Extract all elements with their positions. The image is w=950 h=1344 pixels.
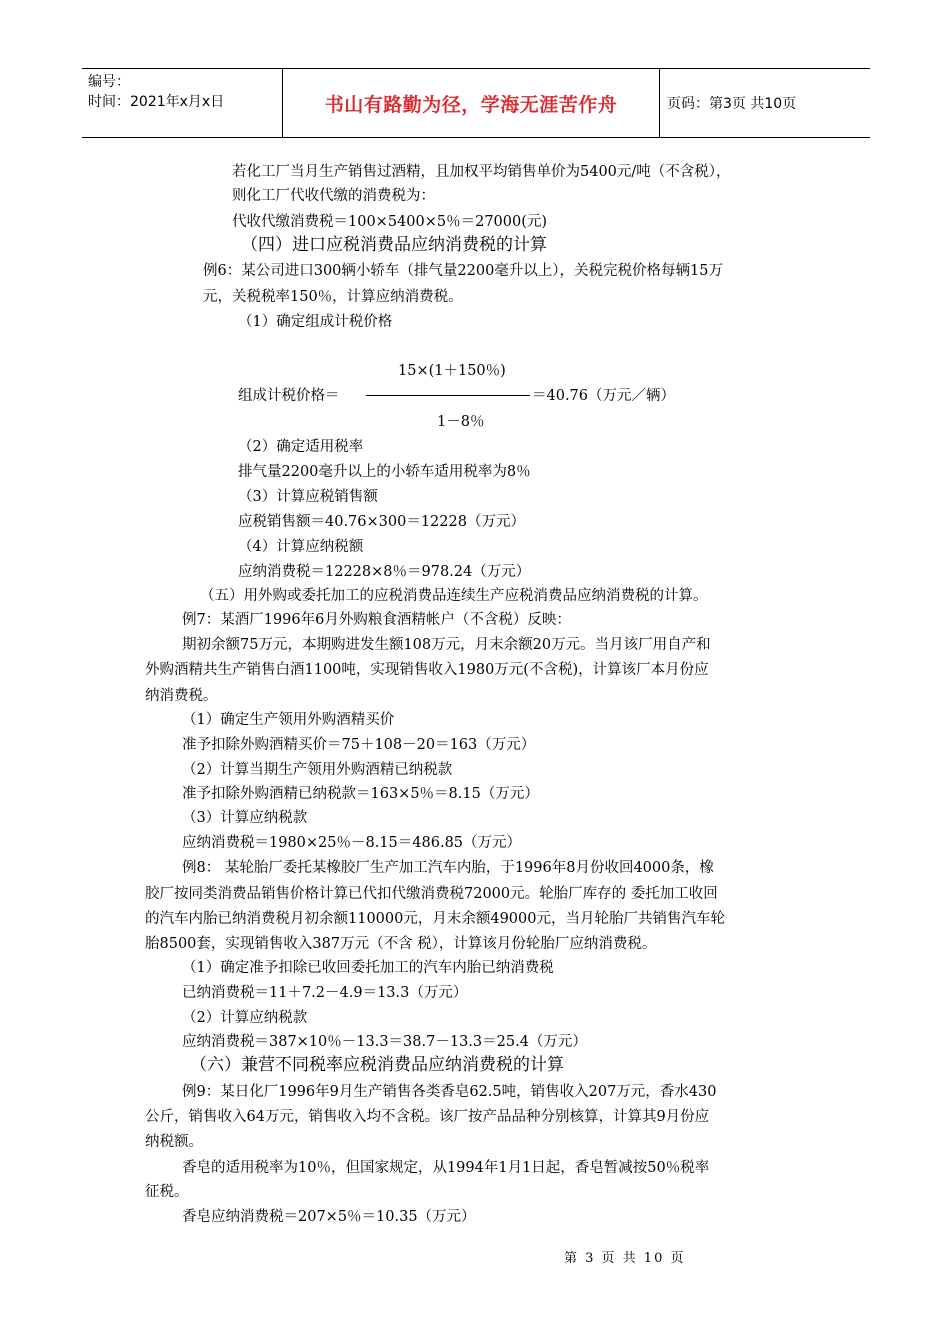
text-line: 香皂应纳消费税＝207×5％＝10.35（万元） — [182, 1209, 476, 1225]
text-line: 应纳消费税＝1980×25％－8.15＝486.85（万元） — [182, 835, 522, 851]
text-line: （2）计算应纳税款 — [182, 1010, 308, 1026]
text-line: 期初余额75万元，本期购进发生额108万元，月末余额20万元。当月该厂用自产和 — [182, 637, 711, 653]
header-motto-cell — [282, 69, 660, 137]
page-footer: 第 3 页 共 10 页 — [564, 1251, 686, 1266]
text-line: 纳消费税。 — [145, 688, 218, 704]
text-line: （五）用外购或委托加工的应税消费品连续生产应税消费品应纳消费税的计算。 — [200, 588, 708, 604]
text-line: 例6：某公司进口300辆小轿车（排气量2200毫升以上），关税完税价格每辆15万 — [203, 263, 724, 279]
text-line: 则化工厂代收代缴的消费税为： — [232, 188, 435, 204]
text-line: 代收代缴消费税＝100×5400×5％＝27000(元) — [232, 214, 548, 230]
page-indicator: 页码：第3页 共10页 — [667, 96, 797, 112]
page-header — [82, 68, 870, 138]
text-line: 香皂的适用税率为10％，但国家规定，从1994年1月1日起，香皂暂减按50％税率 — [182, 1160, 710, 1176]
text-line: （2）确定适用税率 — [238, 439, 364, 455]
text-line: （1）确定组成计税价格 — [238, 314, 393, 330]
fraction-bar — [366, 395, 530, 396]
text-line: 的汽车内胎已纳消费税月初余额110000元，月末余额49000元，当月轮胎厂共销售汽车轮 — [145, 911, 725, 927]
text-line: （1）确定生产领用外购酒精买价 — [182, 712, 395, 728]
formula-result: ＝40.76（万元／辆） — [532, 388, 676, 404]
formula-label: 组成计税价格＝ — [238, 388, 340, 404]
text-line: （2）计算当期生产领用外购酒精已纳税款 — [182, 762, 453, 778]
text-line: （3）计算应税销售额 — [238, 489, 378, 505]
text-line: （4）计算应纳税额 — [238, 539, 364, 555]
text-line: （1）确定准予扣除已收回委托加工的汽车内胎已纳消费税 — [182, 960, 554, 976]
section-heading: （四）进口应税消费品应纳消费税的计算 — [241, 235, 547, 255]
text-line: 若化工厂当月生产销售过酒精，且加权平均销售单价为5400元/吨（不含税）， — [232, 164, 731, 180]
text-line: 外购酒精共生产销售白酒1100吨，实现销售收入1980万元(不含税)，计算该厂本月份应 — [145, 662, 709, 678]
text-line: 胎8500套，实现销售收入387万元（不含 税），计算该月份轮胎厂应纳消费税。 — [145, 936, 657, 952]
text-line: （3）计算应纳税款 — [182, 810, 308, 826]
text-line: 纳税额。 — [145, 1134, 203, 1150]
text-line: 应纳消费税＝387×10％－13.3＝38.7－13.3＝25.4（万元） — [182, 1034, 587, 1050]
text-line: 征税。 — [145, 1184, 189, 1200]
text-line: 胶厂按同类消费品销售价格计算已代扣代缴消费税72000元。轮胎厂库存的 委托加工收回 — [145, 886, 718, 902]
text-line: 应税销售额＝40.76×300＝12228（万元） — [238, 514, 525, 530]
text-line: 排气量2200毫升以上的小轿车适用税率为8％ — [238, 464, 531, 480]
text-line: 准予扣除外购酒精买价＝75＋108－20＝163（万元） — [182, 737, 536, 753]
section-heading: （六）兼营不同税率应税消费品应纳消费税的计算 — [190, 1055, 564, 1075]
text-line: 例9：某日化厂1996年9月生产销售各类香皂62.5吨，销售收入207万元，香水430 — [182, 1084, 717, 1100]
fraction-numerator: 15×(1＋150％) — [398, 363, 506, 379]
motto: 书山有路勤为径，学海无涯苦作舟 — [324, 93, 618, 116]
text-line: 例7：某酒厂1996年6月外购粮食酒精帐户（不含税）反映： — [182, 612, 571, 628]
text-line: 准予扣除外购酒精已纳税款＝163×5％＝8.15（万元） — [182, 786, 539, 802]
fraction-denominator: 1－8％ — [437, 414, 485, 430]
text-line: 应纳消费税＝12228×8％＝978.24（万元） — [238, 564, 531, 580]
header-page-cell — [659, 69, 870, 137]
text-line: 例8： 某轮胎厂委托某橡胶厂生产加工汽车内胎，于1996年8月份收回4000条，橡 — [182, 860, 714, 876]
document-number: 编号： — [88, 74, 130, 90]
text-line: 元，关税税率150％，计算应纳消费税。 — [203, 289, 463, 305]
text-line: 公斤，销售收入64万元，销售收入均不含税。该厂按产品品种分别核算，计算其9月份应 — [145, 1109, 710, 1125]
header-meta — [82, 69, 282, 137]
text-line: 已纳消费税＝11＋7.2－4.9＝13.3（万元） — [182, 985, 468, 1001]
document-date: 时间：2021年x月x日 — [88, 94, 225, 110]
